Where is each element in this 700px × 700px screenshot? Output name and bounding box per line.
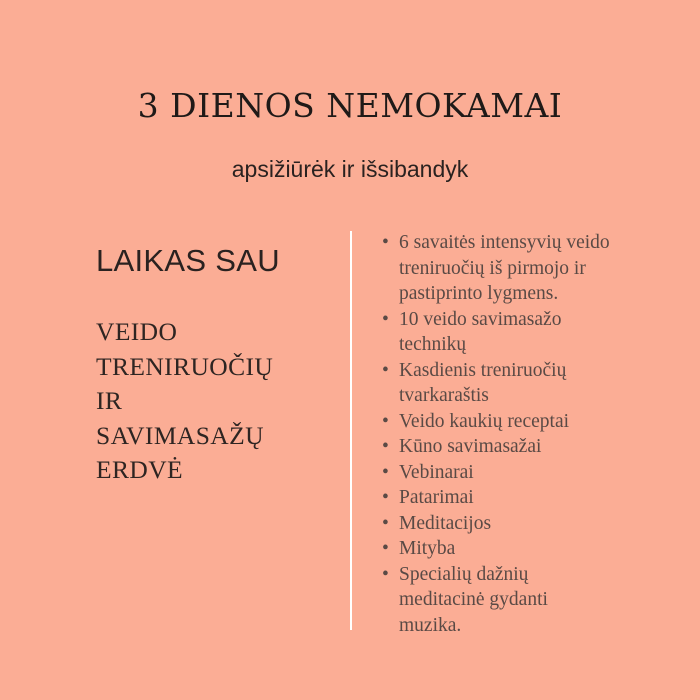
- bullet-icon: •: [382, 461, 389, 483]
- list-item-line: technikų: [399, 334, 467, 355]
- list-item-line: pastiprinto lygmens.: [399, 283, 559, 304]
- bullet-icon: •: [382, 308, 389, 330]
- page-title: 3 DIENOS NEMOKAMAI: [137, 86, 563, 125]
- left-line: VEIDO: [96, 317, 178, 346]
- left-line: IR: [96, 386, 123, 415]
- list-item: [382, 409, 682, 435]
- left-line: SAVIMASAŽŲ: [96, 420, 264, 450]
- list-item-line: meditacinė gydanti: [399, 589, 548, 610]
- list-item: [382, 307, 682, 358]
- list-item: [382, 230, 682, 307]
- bullet-icon: •: [382, 436, 389, 457]
- list-item: [382, 562, 682, 639]
- list-item-line: Specialių dažnių: [399, 563, 529, 585]
- left-line: ERDVĖ: [96, 455, 183, 484]
- list-item-line: Patarimai: [399, 487, 474, 508]
- list-item-line: muzika.: [399, 614, 462, 636]
- list-item: [382, 434, 682, 460]
- bullet-icon: •: [382, 487, 389, 508]
- list-item-line: treniruočių iš pirmojo ir: [399, 257, 586, 279]
- list-item-line: Veido kaukių receptai: [399, 410, 570, 432]
- list-item: [382, 460, 682, 486]
- bullet-icon: •: [382, 512, 389, 534]
- left-heading: LAIKAS SAU: [96, 243, 280, 278]
- list-item-line: Mityba: [399, 538, 456, 559]
- list-item: [382, 511, 682, 537]
- page-subtitle: apsižiūrėk ir išsibandyk: [231, 156, 469, 182]
- left-line: TRENIRUOČIŲ: [96, 351, 274, 381]
- list-item-line: Kūno savimasažai: [399, 436, 542, 457]
- features-list: [382, 230, 682, 638]
- list-item-line: 10 veido savimasažo: [399, 308, 562, 330]
- left-description: [96, 315, 273, 488]
- list-item-line: tvarkaraštis: [399, 385, 489, 406]
- bullet-icon: •: [382, 563, 389, 585]
- bullet-icon: •: [382, 232, 389, 253]
- vertical-divider: [350, 231, 352, 630]
- list-item: [382, 536, 682, 562]
- list-item-line: Meditacijos: [399, 512, 492, 534]
- list-item: [382, 358, 682, 409]
- bullet-icon: •: [382, 538, 389, 559]
- bullet-icon: •: [382, 359, 389, 381]
- list-item-line: 6 savaitės intensyvių veido: [399, 232, 610, 253]
- list-item-line: Kasdienis treniruočių: [399, 359, 567, 381]
- list-item: [382, 485, 682, 511]
- bullet-icon: •: [382, 410, 389, 432]
- list-item-line: Vebinarai: [399, 461, 474, 483]
